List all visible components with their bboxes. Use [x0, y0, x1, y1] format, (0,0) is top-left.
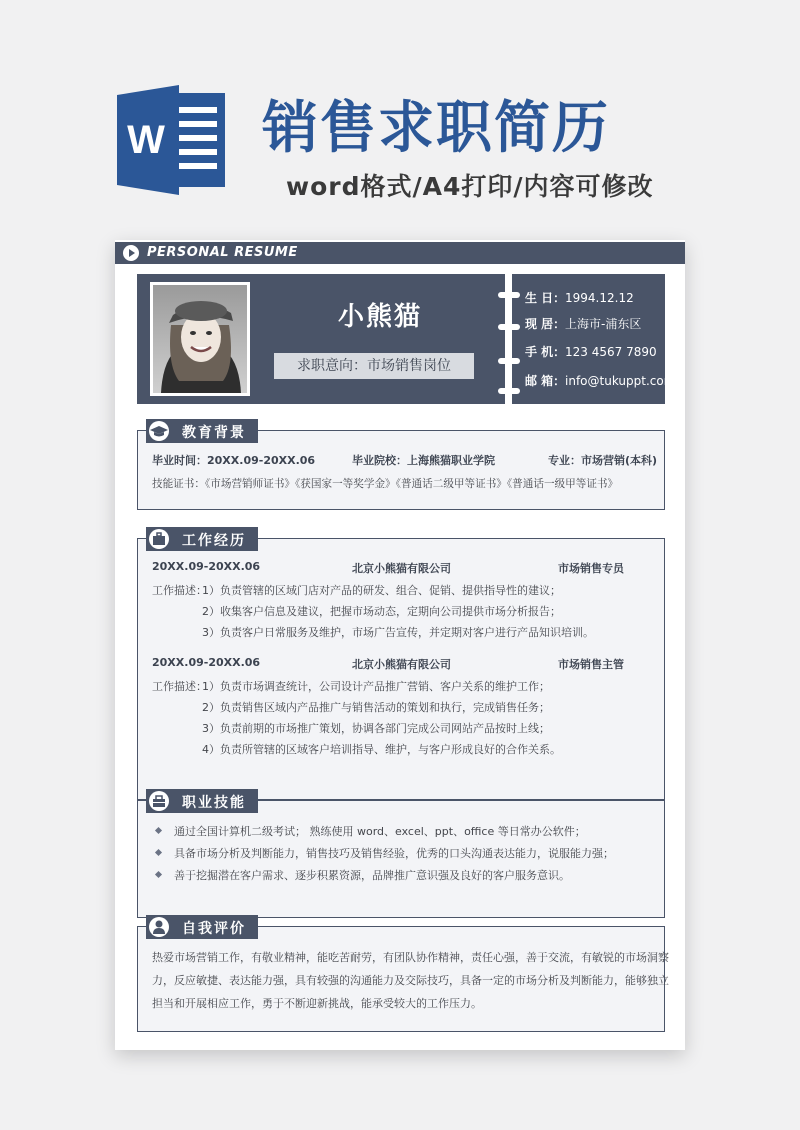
section-title: 工作经历	[182, 533, 246, 549]
job-desc-item: 1）负责市场调查统计，公司设计产品推广营销、客户关系的维护工作；	[202, 680, 550, 693]
job-desc-item: 2）负责销售区域内产品推广与销售活动的策划和执行，完成销售任务；	[202, 701, 550, 714]
major: 专业：市场营销(本科)	[548, 454, 658, 467]
play-arrow-icon	[123, 245, 139, 261]
banner-subtitle: word格式/A4打印/内容可修改	[286, 172, 654, 201]
job-desc-label: 工作描述：	[152, 584, 207, 597]
section-title: 教育背景	[182, 425, 246, 441]
graduation-time: 毕业时间：20XX.09-20XX.06	[152, 454, 316, 467]
info-label: 生 日：	[525, 291, 566, 305]
word-logo-letter: W	[127, 118, 165, 162]
section-title: 自我评价	[182, 921, 246, 937]
self-evaluation-line: 担当和开展相应工作，勇于不断迎新挑战，能承受较大的工作压力。	[152, 997, 482, 1010]
skills-section	[137, 795, 665, 918]
job-desc-item: 1）负责管辖的区域门店对产品的研发、组合、促销、提供指导性的建议；	[202, 584, 561, 597]
candidate-name: 小熊猫	[337, 302, 422, 332]
section-tag	[146, 789, 258, 813]
job-role: 市场销售专员	[558, 562, 624, 575]
profile-photo	[150, 282, 250, 396]
info-label: 邮 箱：	[525, 374, 566, 388]
education-section	[137, 425, 665, 510]
person-photo-icon	[153, 285, 247, 393]
skill-item: 善于挖掘潜在客户需求、逐步积累资源，品牌推广意识强及良好的客户服务意识。	[174, 869, 570, 882]
skill-item: 具备市场分析及判断能力，销售技巧及销售经验，优秀的口头沟通表达能力，说服能力强；	[174, 847, 614, 860]
self-evaluation-line: 热爱市场营销工作，有敬业精神，能吃苦耐劳，有团队协作精神，责任心强，善于交流，有敏锐的市场洞察	[152, 951, 669, 964]
diamond-bullet-icon	[155, 871, 162, 878]
info-value: 上海市-浦东区	[565, 317, 642, 331]
section-title: 职业技能	[182, 795, 246, 811]
info-value: 123 4567 7890	[565, 345, 657, 359]
job-desc-item: 2）收集客户信息及建议，把握市场动态，定期向公司提供市场分析报告；	[202, 605, 561, 618]
job-company: 北京小熊猫有限公司	[352, 658, 451, 671]
work-section	[137, 533, 665, 800]
job-desc-item: 3）负责客户日常服务及维护，市场广告宣传，并定期对客户进行产品知识培训。	[202, 626, 594, 639]
job-period: 20XX.09-20XX.06	[152, 560, 261, 573]
user-icon	[149, 917, 169, 937]
info-value: info@tukuppt.com	[565, 374, 676, 388]
job-desc-item: 3）负责前期的市场推广策划，协调各部门完成公司网站产品按时上线；	[202, 722, 550, 735]
briefcase-icon	[149, 529, 169, 549]
word-doc-icon	[117, 85, 237, 195]
section-tag	[146, 915, 258, 939]
diamond-bullet-icon	[155, 849, 162, 856]
diamond-bullet-icon	[155, 827, 162, 834]
personal-resume-bar	[115, 242, 685, 264]
self-evaluation-section	[137, 921, 669, 1032]
info-value: 1994.12.12	[565, 291, 634, 305]
graduation-cap-icon	[149, 421, 169, 441]
job-company: 北京小熊猫有限公司	[352, 562, 451, 575]
graduation-school: 毕业院校：上海熊猫职业学院	[352, 454, 495, 467]
job-desc-item: 4）负责所管辖的区域客户培训指导、维护，与客户形成良好的合作关系。	[202, 743, 561, 756]
info-email	[525, 372, 675, 389]
info-birthday	[525, 289, 634, 306]
personal-resume-label: PERSONAL RESUME	[147, 245, 298, 260]
section-tag	[146, 527, 258, 551]
skill-item: 通过全国计算机二级考试； 熟练使用 word、excel、ppt、office 等日常办公软件；	[174, 825, 586, 838]
self-evaluation-line: 力，反应敏捷、表达能力强，具有较强的沟通能力及交际技巧，具备一定的市场分析及判断能力，能够独立	[152, 974, 669, 987]
info-residence	[525, 315, 641, 332]
section-tag	[146, 419, 258, 443]
job-intent: 求职意向：市场销售岗位	[274, 353, 474, 379]
resume-sheet	[115, 240, 685, 1050]
job-desc-label: 工作描述：	[152, 680, 207, 693]
info-label: 现 居：	[525, 317, 566, 331]
certificates: 技能证书：《市场营销师证书》《获国家一等奖学金》《普通话二级甲等证书》《普通话一级甲等证书》	[152, 478, 619, 490]
info-phone	[525, 343, 657, 360]
job-role: 市场销售主管	[558, 658, 624, 671]
info-label: 手 机：	[525, 345, 566, 359]
binder-spine-icon	[492, 274, 526, 404]
toolbox-icon	[149, 791, 169, 811]
banner-title: 销售求职简历	[262, 96, 610, 161]
job-period: 20XX.09-20XX.06	[152, 656, 261, 669]
